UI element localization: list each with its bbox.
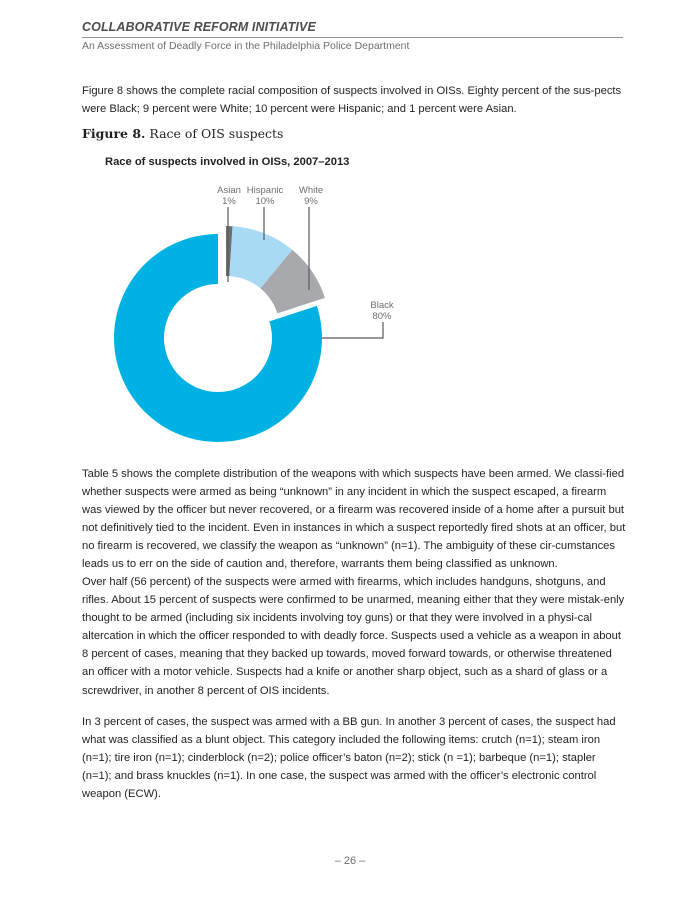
label-category: Asian bbox=[217, 185, 241, 196]
report-subtitle: An Assessment of Deadly Force in the Philadelphia Police Department bbox=[82, 40, 410, 52]
weapons-paragraph-1: Table 5 shows the complete distribution of the weapons with which suspects have been armed. We classi-fied whether suspects were armed as being “unknown” in any incident in which the suspect escaped, a firearm was viewed by the officer but never recovered, or a firearm was recovered inside of a home after a pursuit but not definitively tied to the incident. Even in instances in which a suspect reportedly fired shots at an officer, but no firearm is recovered, we classify the weapon as “unknown” (n=1). The ambiguity of these cir-cumstances leads us to err on the side of caution and, therefore, warrants them being classified as unknown. bbox=[82, 468, 626, 571]
weapons-paragraph-2: Over half (56 percent) of the suspects were armed with firearms, which includes handguns, shotguns, and rifles. About 15 percent of suspects were confirmed to be unarmed, meaning either that they were mistak-enly thought to be armed (including six incidents involving toy guns) or that they were involved in a physi-cal altercation in which the officer responded to with deadly force. Suspects used a vehicle as a weapon in about 8 percent of cases, meaning that they backed up towards, moved forward towards, or otherwise threatened an officer with a motor vehicle. Suspects had a knife or another sharp object, such as a shard of glass or a screwdriver, in another 8 percent of OIS incidents. bbox=[82, 576, 625, 697]
label-value: 10% bbox=[255, 196, 275, 207]
label-value: 1% bbox=[222, 196, 236, 207]
label-black bbox=[370, 300, 393, 322]
figure-caption-text: Race of OIS suspects bbox=[145, 126, 284, 141]
donut-slices bbox=[114, 226, 325, 442]
label-asian bbox=[217, 185, 241, 207]
label-category: White bbox=[298, 185, 324, 196]
label-category: Black bbox=[370, 300, 394, 311]
label-value: 9% bbox=[304, 196, 318, 207]
page-number: – 26 – bbox=[334, 855, 366, 867]
label-value: 80% bbox=[372, 311, 392, 322]
leader-line-black bbox=[322, 322, 383, 338]
label-white bbox=[299, 185, 323, 207]
chart-title: Race of suspects involved in OISs, 2007–2013 bbox=[105, 156, 350, 168]
label-category: Hispanic bbox=[246, 185, 284, 196]
intro-paragraph: Figure 8 shows the complete racial composition of suspects involved in OISs. Eighty percent of the sus-pects were Black; 9 percent were White; 10 percent were Hispanic; and 1 percent were Asian. bbox=[82, 85, 622, 116]
report-series-title: COLLABORATIVE REFORM INITIATIVE bbox=[82, 20, 316, 34]
weapons-paragraph-3: In 3 percent of cases, the suspect was armed with a BB gun. In another 3 percent of cases, the suspect had what was classified as a blunt object. This category included the following items: crutch (n=1); steam iron (n=1); tire iron (n=1); cinderblock (n=2); police officer’s baton (n=2); stick (n =1); barbeque (n=1); stapler (n=1); and brass knuckles (n=1). In one case, the suspect was armed with the officer’s electronic control weapon (ECW). bbox=[82, 716, 616, 801]
figure-number: Figure 8. bbox=[82, 126, 146, 141]
label-hispanic bbox=[247, 185, 283, 207]
